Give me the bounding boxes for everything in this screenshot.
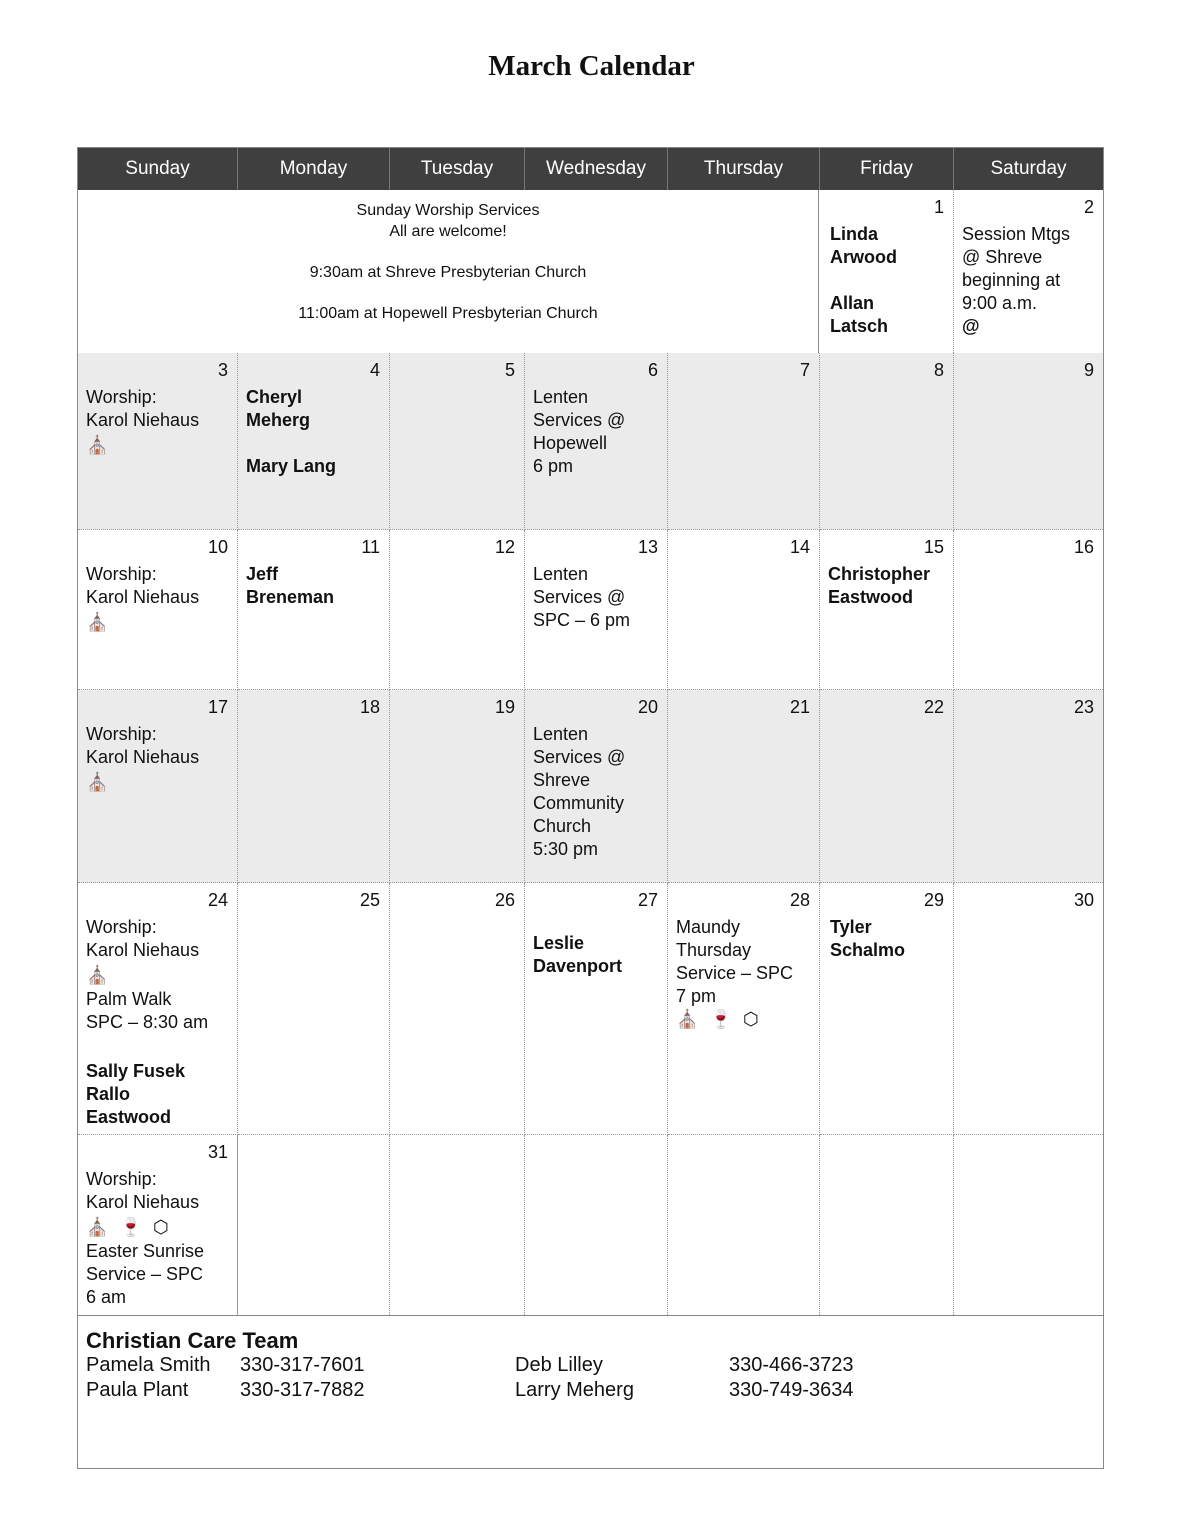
day-cell-6 xyxy=(525,353,668,530)
chalice-icon: 🍷 xyxy=(709,1009,732,1029)
contact-name: Paula Plant xyxy=(86,1379,189,1401)
chalice-icon: 🍷 xyxy=(119,1217,142,1237)
day-cell-25 xyxy=(238,883,390,1135)
day-header-saturday: Saturday xyxy=(954,148,1103,190)
bread-icon: ⬡ xyxy=(152,1217,169,1237)
day-number: 21 xyxy=(789,697,810,717)
day-number: 2 xyxy=(1083,197,1094,217)
day-number: 1 xyxy=(933,197,944,217)
day-number: 29 xyxy=(923,890,944,910)
spiral-icon: @ xyxy=(962,316,980,336)
day-cell-4 xyxy=(238,353,390,530)
day-number: 24 xyxy=(207,890,228,910)
empty-cell xyxy=(954,1135,1103,1315)
day-text: Palm Walk SPC – 8:30 am xyxy=(86,989,209,1032)
day-text: Worship: Karol Niehaus xyxy=(86,724,200,767)
day-cell-30 xyxy=(954,883,1103,1135)
day-number: 7 xyxy=(799,360,810,380)
day-text: Christopher Eastwood xyxy=(828,564,931,607)
day-number: 25 xyxy=(359,890,380,910)
day-text: Session Mtgs @ Shreve beginning at 9:00 a.m. xyxy=(962,224,1071,313)
intro-line: 11:00am at Hopewell Presbyterian Church xyxy=(298,305,598,322)
day-cell-5 xyxy=(390,353,525,530)
church-icon: ⛪ xyxy=(86,435,109,455)
contact-phone: 330-749-3634 xyxy=(729,1379,854,1401)
day-number: 31 xyxy=(207,1142,228,1162)
day-cell-12 xyxy=(390,530,525,690)
day-number: 16 xyxy=(1073,537,1094,557)
day-text: Sally Fusek Rallo Eastwood xyxy=(86,1061,186,1127)
day-cell-21 xyxy=(668,690,820,883)
week-row-1 xyxy=(78,190,1103,354)
page-title: March Calendar xyxy=(488,50,695,82)
intro-line: Sunday Worship Services xyxy=(356,202,540,219)
day-text: Worship: Karol Niehaus xyxy=(86,917,200,960)
day-number: 12 xyxy=(494,537,515,557)
day-cell-10 xyxy=(78,530,238,690)
day-number: 4 xyxy=(369,360,380,380)
contact-name: Deb Lilley xyxy=(515,1354,603,1376)
day-header-friday: Friday xyxy=(820,148,954,190)
day-header-monday: Monday xyxy=(238,148,390,190)
week-row-5 xyxy=(78,883,1103,1135)
day-number: 19 xyxy=(494,697,515,717)
day-header-tuesday: Tuesday xyxy=(390,148,525,190)
day-cell-24 xyxy=(78,883,238,1135)
day-cell-11 xyxy=(238,530,390,690)
day-cell-3 xyxy=(78,353,238,530)
day-number: 27 xyxy=(637,890,658,910)
event-icons xyxy=(86,1217,175,1238)
day-text: Lenten Services @ Shreve Community Church 5:30 pm xyxy=(533,724,626,859)
day-cell-17 xyxy=(78,690,238,883)
day-cell-22 xyxy=(820,690,954,883)
day-cell-31 xyxy=(78,1135,238,1315)
church-icon: ⛪ xyxy=(86,965,109,985)
week-row-2 xyxy=(78,353,1103,530)
day-cell-1 xyxy=(820,190,954,353)
contact-phone: 330-466-3723 xyxy=(729,1354,854,1376)
day-number: 22 xyxy=(923,697,944,717)
care-team-section xyxy=(78,1315,1103,1469)
care-team-heading: Christian Care Team xyxy=(86,1328,299,1353)
day-cell-28 xyxy=(668,883,820,1135)
day-number: 18 xyxy=(359,697,380,717)
day-text: Lenten Services @ SPC – 6 pm xyxy=(533,564,631,630)
day-cell-18 xyxy=(238,690,390,883)
worship-info xyxy=(78,190,819,353)
day-header-sunday: Sunday xyxy=(78,148,238,190)
empty-cell xyxy=(238,1135,390,1315)
day-number: 9 xyxy=(1083,360,1094,380)
day-number: 8 xyxy=(933,360,944,380)
day-cell-13 xyxy=(525,530,668,690)
day-number: 17 xyxy=(207,697,228,717)
week-row-6 xyxy=(78,1135,1103,1315)
empty-cell xyxy=(820,1135,954,1315)
contact-name: Larry Meherg xyxy=(515,1379,634,1401)
day-cell-23 xyxy=(954,690,1103,883)
day-cell-15 xyxy=(820,530,954,690)
church-icon: ⛪ xyxy=(86,1217,109,1237)
church-icon: ⛪ xyxy=(676,1009,699,1029)
day-cell-9 xyxy=(954,353,1103,530)
day-number: 20 xyxy=(637,697,658,717)
bread-icon: ⬡ xyxy=(742,1009,759,1029)
event-icons xyxy=(676,1009,765,1030)
contact-phone: 330-317-7601 xyxy=(240,1354,365,1376)
empty-cell xyxy=(390,1135,525,1315)
day-number: 10 xyxy=(207,537,228,557)
day-number: 3 xyxy=(217,360,228,380)
church-icon: ⛪ xyxy=(86,772,109,792)
day-number: 5 xyxy=(504,360,515,380)
day-text: Maundy Thursday Service – SPC 7 pm xyxy=(676,917,794,1006)
day-header-wednesday: Wednesday xyxy=(525,148,668,190)
week-row-3 xyxy=(78,530,1103,690)
day-text: Jeff Breneman xyxy=(246,564,335,607)
day-cell-19 xyxy=(390,690,525,883)
church-icon: ⛪ xyxy=(86,612,109,632)
day-cell-16 xyxy=(954,530,1103,690)
day-text: Worship: Karol Niehaus xyxy=(86,564,200,607)
day-cell-2 xyxy=(954,190,1103,353)
contact-phone: 330-317-7882 xyxy=(240,1379,365,1401)
day-number: 30 xyxy=(1073,890,1094,910)
day-text: Lenten Services @ Hopewell 6 pm xyxy=(533,387,626,476)
empty-cell xyxy=(525,1135,668,1315)
day-cell-27 xyxy=(525,883,668,1135)
day-number: 28 xyxy=(789,890,810,910)
intro-line: All are welcome! xyxy=(389,223,507,240)
day-header-thursday: Thursday xyxy=(668,148,820,190)
week-row-4 xyxy=(78,690,1103,883)
day-cell-29 xyxy=(820,883,954,1135)
day-number: 6 xyxy=(647,360,658,380)
day-cell-26 xyxy=(390,883,525,1135)
day-text: Linda Arwood Allan Latsch xyxy=(830,224,897,336)
intro-line: 9:30am at Shreve Presbyterian Church xyxy=(309,264,587,281)
calendar-grid xyxy=(77,147,1104,1469)
day-text: Easter Sunrise Service – SPC 6 am xyxy=(86,1241,205,1307)
day-number: 14 xyxy=(789,537,810,557)
day-cell-20 xyxy=(525,690,668,883)
day-number: 13 xyxy=(637,537,658,557)
day-text: Leslie Davenport xyxy=(533,933,623,976)
day-number: 15 xyxy=(923,537,944,557)
day-cell-7 xyxy=(668,353,820,530)
day-cell-8 xyxy=(820,353,954,530)
day-text: Worship: Karol Niehaus xyxy=(86,387,200,430)
day-cell-14 xyxy=(668,530,820,690)
empty-cell xyxy=(668,1135,820,1315)
contact-name: Pamela Smith xyxy=(86,1354,211,1376)
day-text: Worship: Karol Niehaus xyxy=(86,1169,200,1212)
day-number: 11 xyxy=(361,537,380,557)
day-number: 26 xyxy=(494,890,515,910)
day-text: Tyler Schalmo xyxy=(830,917,906,960)
day-number: 23 xyxy=(1073,697,1094,717)
day-text: Cheryl Meherg Mary Lang xyxy=(246,387,337,476)
